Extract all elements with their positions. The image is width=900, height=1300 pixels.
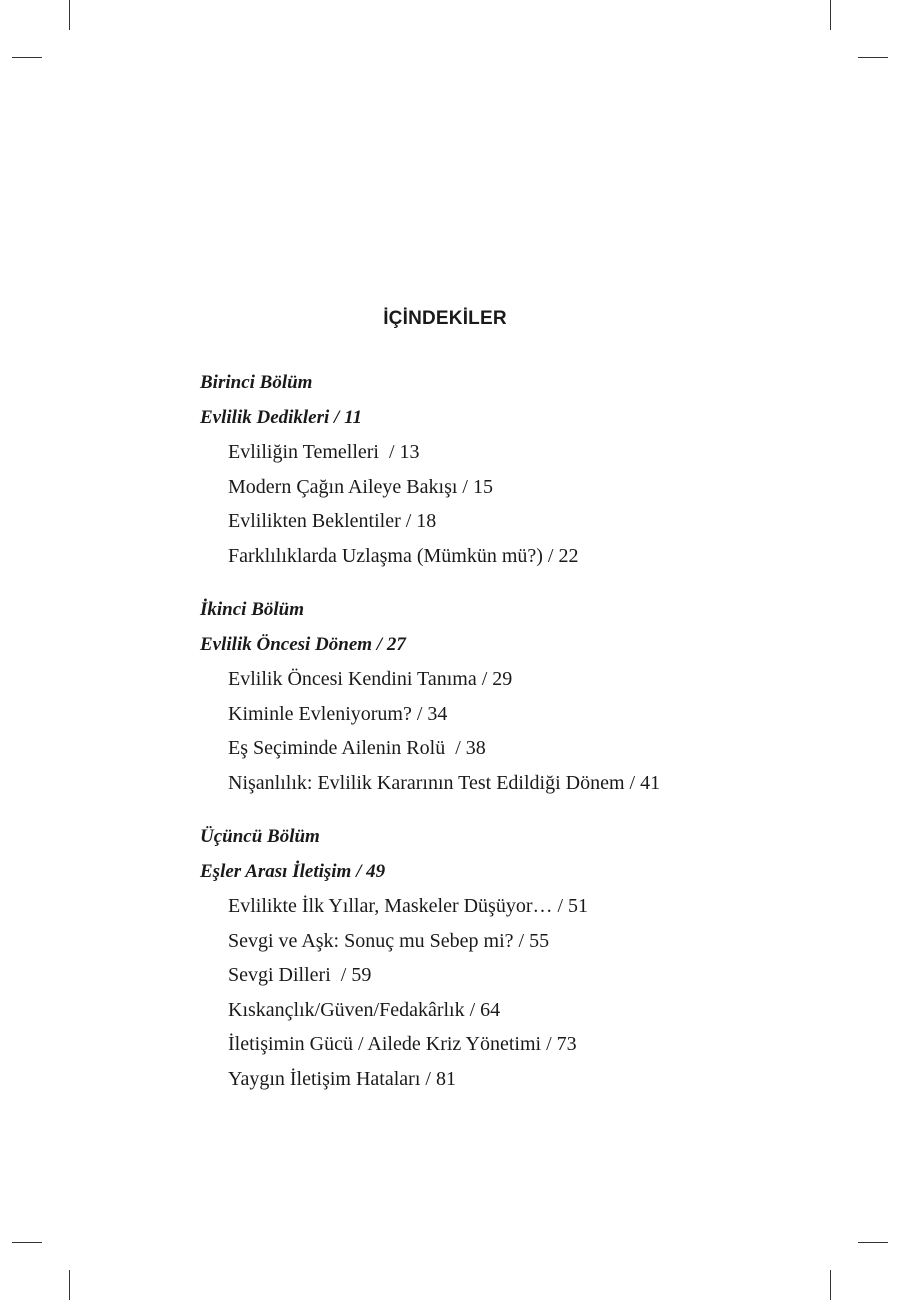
toc-entry: Farklılıklarda Uzlaşma (Mümkün mü?) / 22	[228, 544, 579, 567]
part-label: İkinci Bölüm	[200, 599, 304, 620]
toc-section-3	[200, 820, 840, 1096]
crop-mark-top-right-horizontal	[858, 57, 888, 58]
toc-entry: Yaygın İletişim Hataları / 81	[228, 1067, 456, 1090]
chapter-heading: Eşler Arası İletişim / 49	[200, 860, 386, 882]
toc-entry: Evlilik Öncesi Kendini Tanıma / 29	[228, 668, 513, 690]
page-title: İÇİNDEKİLER	[383, 308, 507, 329]
toc-entry: İletişimin Gücü / Ailede Kriz Yönetimi / 73	[228, 1033, 577, 1055]
crop-mark-bottom-right-vertical	[830, 1270, 831, 1300]
chapter-heading: Evlilik Dedikleri / 11	[200, 406, 363, 428]
toc-section-2	[200, 593, 840, 800]
crop-mark-bottom-left-vertical	[69, 1270, 70, 1300]
part-label: Birinci Bölüm	[200, 372, 313, 393]
crop-mark-top-right-vertical	[830, 0, 831, 30]
crop-mark-top-left-horizontal	[12, 57, 42, 58]
toc-entry: Evliliğin Temelleri / 13	[228, 441, 420, 463]
toc-section-1	[200, 366, 840, 573]
crop-mark-bottom-left-horizontal	[12, 1242, 42, 1243]
toc-entry: Evlilikte İlk Yıllar, Maskeler Düşüyor… / 51	[228, 895, 589, 917]
toc-entry: Kıskançlık/Güven/Fedakârlık / 64	[228, 998, 501, 1021]
toc-entry: Evlilikten Beklentiler / 18	[228, 510, 437, 532]
toc-entry: Kiminle Evleniyorum? / 34	[228, 702, 448, 725]
table-of-contents	[200, 366, 840, 1116]
toc-entry: Modern Çağın Aileye Bakışı / 15	[228, 475, 493, 498]
toc-entry: Nişanlılık: Evlilik Kararının Test Edildiği Dönem / 41	[228, 771, 661, 794]
chapter-heading: Evlilik Öncesi Dönem / 27	[200, 633, 406, 655]
toc-entry: Sevgi ve Aşk: Sonuç mu Sebep mi? / 55	[228, 929, 550, 952]
crop-mark-top-left-vertical	[69, 0, 70, 30]
part-label: Üçüncü Bölüm	[200, 826, 320, 847]
toc-entry: Sevgi Dilleri / 59	[228, 964, 372, 986]
crop-mark-bottom-right-horizontal	[858, 1242, 888, 1243]
toc-entry: Eş Seçiminde Ailenin Rolü / 38	[228, 737, 486, 759]
